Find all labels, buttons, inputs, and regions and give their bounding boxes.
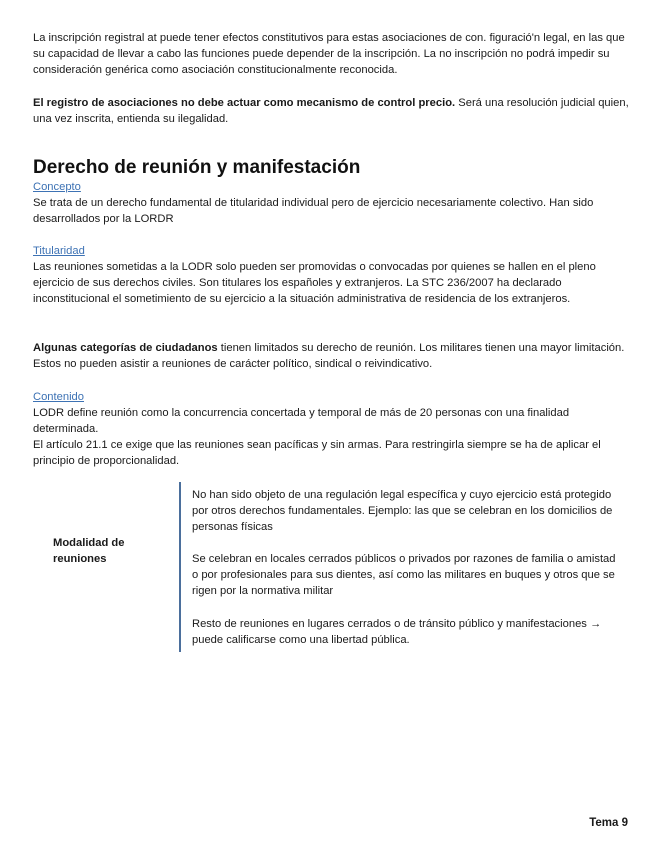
concepto-link[interactable]: Concepto	[33, 181, 81, 193]
registry-rest-text: Será una resolución judicial quien, una vez inscrita, entienda su ilegalidad.	[33, 97, 629, 126]
intro-paragraph: La inscripción registral at puede tener efectos constitutivos para estas asociaciones de con. figuració'n legal, en las que su capacidad de llevar a cabo las funciones puede depender de la inscripción. La no inscripción no podrá impedir su consideración genérica como asociación constitucionalmente reconocida.	[33, 32, 625, 77]
titularidad-link[interactable]: Titularidad	[33, 245, 85, 257]
concepto-paragraph: Se trata de un derecho fundamental de titularidad individual pero de ejercicio necesariamente colectivo. Han sido desarrollados por la LORDR	[33, 197, 594, 226]
categorias-bold-text: Algunas categorías de ciudadanos	[33, 342, 218, 354]
registry-paragraph	[33, 95, 633, 127]
contenido-link[interactable]: Contenido	[33, 391, 85, 403]
table-divider	[179, 482, 181, 652]
section-title: Derecho de reunión y manifestación	[33, 157, 361, 178]
table-row-3: Resto de reuniones en lugares cerrados o de tránsito público y manifestaciones → puede calificarse como una libertad pública.	[192, 618, 602, 647]
table-row-1: No han sido objeto de una regulación legal específica y cuyo ejercicio está protegido por otros derechos fundamentales. Ejemplo: las que se celebran en los domicilios de personas físicas	[192, 489, 613, 534]
registry-bold-text: El registro de asociaciones no debe actuar como mecanismo de control precio.	[33, 97, 456, 109]
categorias-paragraph	[33, 340, 633, 372]
contenido-paragraph-2: El artículo 21.1 ce exige que las reuniones sean pacíficas y sin armas. Para restringirla siempre se ha de aplicar el principio de proporcionalidad.	[33, 439, 601, 468]
categorias-rest-text: tienen limitados su derecho de reunión. Los militares tienen una mayor limitación. Estos no pueden asistir a reuniones de carácter político, sindical o reivindicativo.	[33, 342, 625, 371]
table-label: Modalidad de reuniones	[53, 537, 125, 565]
page-number: Tema 9	[589, 817, 628, 829]
table-row-2: Se celebran en locales cerrados públicos o privados por razones de familia o amistad o por profesionales para sus dientes, así como las militares en buques y otros que se rigen por la normativa militar	[192, 553, 616, 598]
titularidad-paragraph: Las reuniones sometidas a la LODR solo pueden ser promovidas o convocadas por quienes se hallen en el pleno ejercicio de sus derechos civiles. Son titulares los españoles y extranjeros. La STC 236/2007 ha declarado inconstitucional el sometimiento de su ejercicio a la situación administrativa de residencia de los extranjeros.	[33, 261, 596, 306]
contenido-paragraph-1: LODR define reunión como la concurrencia concertada y temporal de más de 20 personas con una finalidad determinada.	[33, 407, 570, 436]
